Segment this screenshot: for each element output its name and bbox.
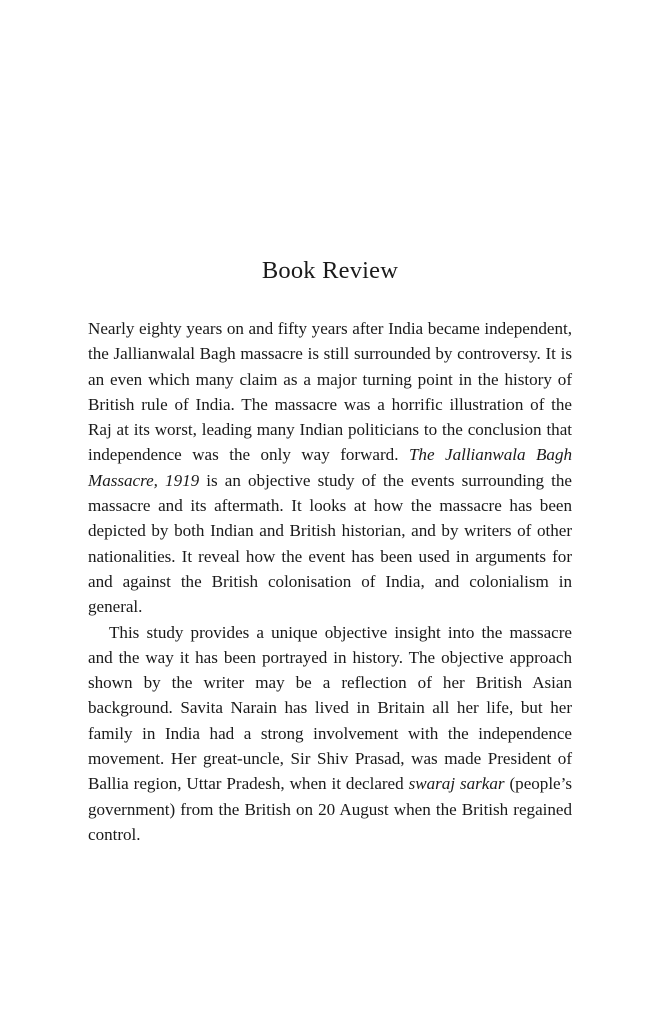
para-2-italic-run: swaraj sarkar	[408, 774, 505, 794]
para-1-run-2: is an objective study of the events surrounding the massacre and its aftermath. It looks at how the massacre has been depicted by both Indian and British historian, and by writers of other nationalities. It reveal how the event has been used in arguments for and against the British colonisation of India, and colonialism in general.	[88, 470, 572, 617]
para-2-run-0: This study provides a unique objective insight into the massacre and the way it has been portrayed in history. The objective approach shown by the writer may be a reflection of her British Asian background. Savita Narain has lived in Britain all her life, but her family in India had a strong involvement with the independence movement. Her great-uncle, Sir Shiv Prasad, was made President of Ballia region, Uttar Pradesh, when it declared	[88, 622, 572, 794]
para-1-italic-run: The Jallianwala Bagh Massacre, 1919	[88, 445, 572, 490]
text-column	[88, 0, 572, 847]
para-2	[88, 620, 572, 848]
para-1-run-0: Nearly eighty years on and fifty years after India became independent, the Jallianwalal Bagh massacre is still surrounded by controversy. It is an even which many claim as a major turning point in the history of British rule of India. The massacre was a horrific illustration of the Raj at its worst, leading many Indian politicians to the conclusion that independence was the only way forward.	[88, 318, 572, 465]
para-2-run-2: (people’s government) from the British on 20 August when the British regained control.	[88, 774, 572, 844]
page-title: Book Review	[261, 257, 399, 284]
body-text	[88, 285, 572, 847]
para-1	[88, 316, 572, 620]
